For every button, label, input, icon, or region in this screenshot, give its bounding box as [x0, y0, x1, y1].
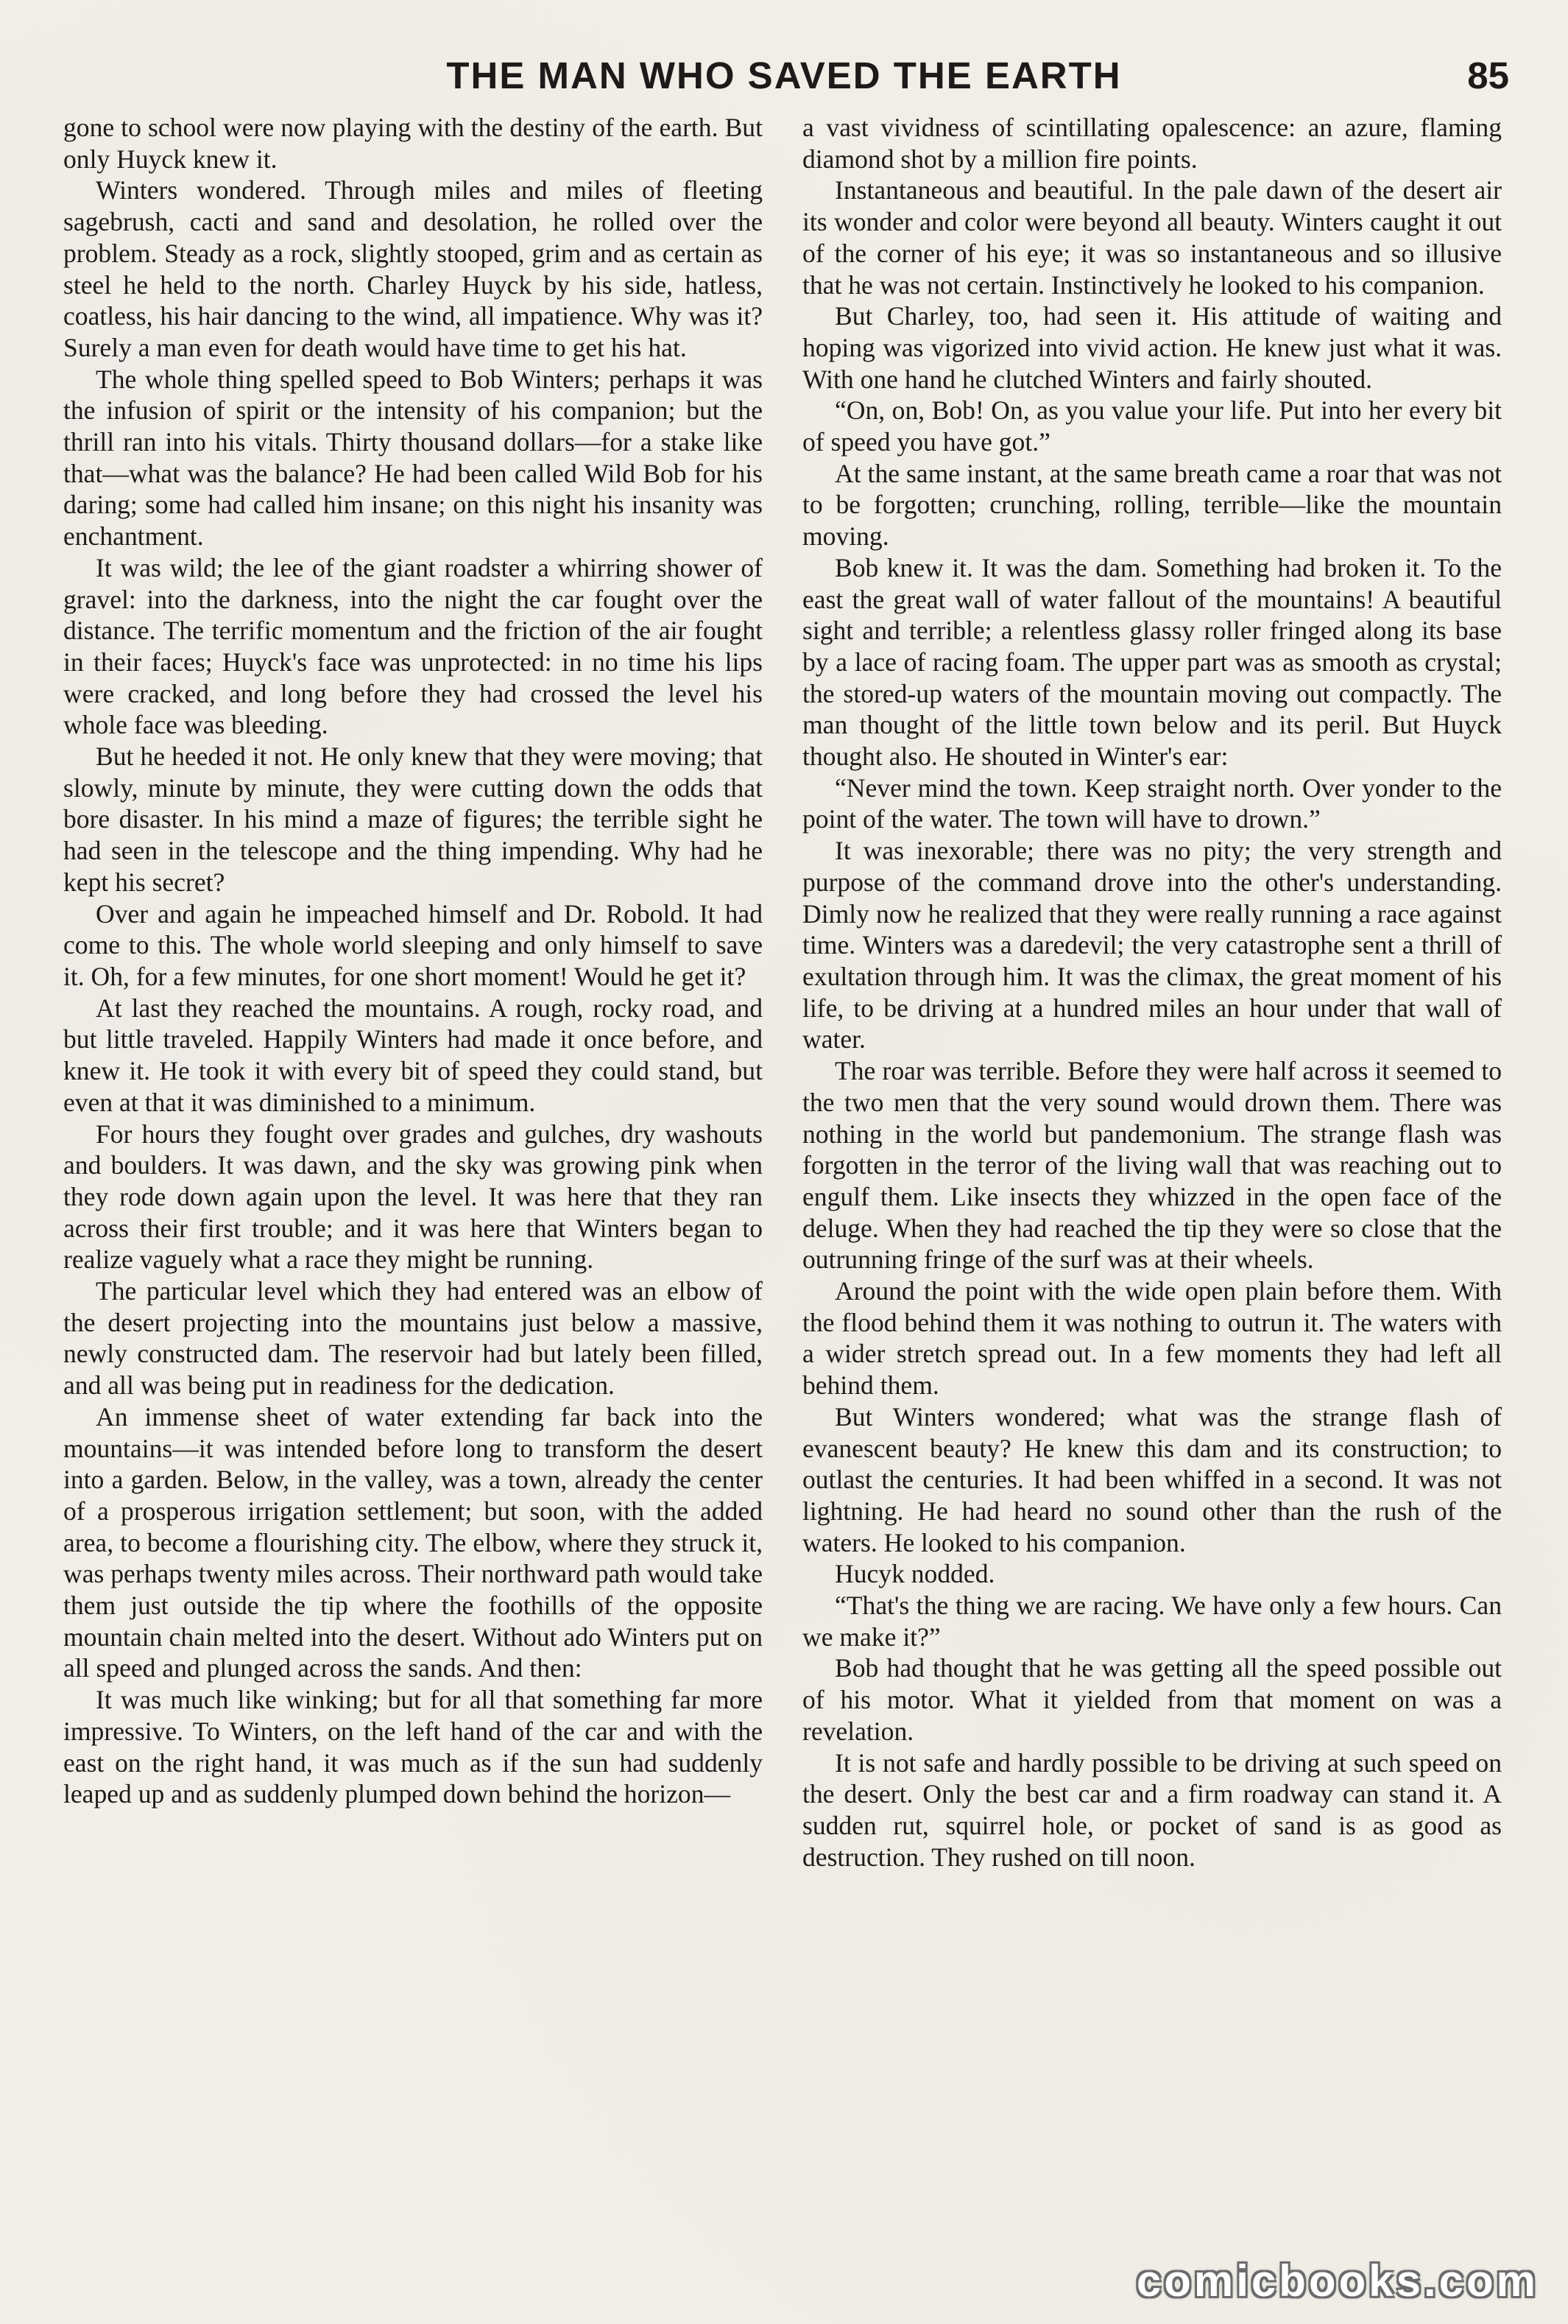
paragraph: gone to school were now playing with the destiny of the earth. But only Huyck knew it. — [63, 113, 763, 174]
paragraph: The whole thing spelled speed to Bob Winters; perhaps it was the infusion of spirit or the intensity of his companion; but the thrill ran into his vitals. Thirty thousand dollars—for a stake like that—what was the balance? He had been called Wild Bob for his daring; some had called him insane; on this night his insanity was enchantment. — [63, 364, 763, 552]
paragraph: At last they reached the mountains. A rough, rocky road, and but little traveled. Happily Winters had made it once before, and knew it. He took it with every bit of speed they could stand, but even at that it was diminished to a minimum. — [63, 993, 763, 1117]
paragraph: For hours they fought over grades and gulches, dry washouts and boulders. It was dawn, and the sky was growing pink when they rode down again upon the level. It was here that they ran across their first trouble; and it was here that Winters began to realize vaguely what a race they might be running. — [63, 1119, 763, 1275]
paragraph: At the same instant, at the same breath came a roar that was not to be forgotten; crunching, rolling, terrible—like the mountain moving. — [802, 458, 1502, 552]
paragraph: Around the point with the wide open plain before them. With the flood behind them it was nothing to outrun it. The waters with a wider stretch spread out. In a few moments they had left all behind them. — [802, 1276, 1502, 1401]
paragraph: Instantaneous and beautiful. In the pale dawn of the desert air its wonder and color were beyond all beauty. Winters caught it out of the corner of his eye; it was so instantaneous and so illusive that he was not certain. Instinctively he looked to his companion. — [802, 175, 1502, 300]
page-header — [59, 43, 1509, 109]
paragraph: But Winters wondered; what was the strange flash of evanescent beauty? He knew this dam and its construction; to outlast the centuries. It had been whiffed in a second. It was not lightning. He had heard no sound other than the rush of the waters. He looked to his companion. — [802, 1401, 1502, 1557]
paragraph: It was much like winking; but for all that something far more impressive. To Winters, on the left hand of the car and with the east on the right hand, it was much as if the sun had suddenly leaped up and as suddenly plumped down behind the horizon— — [63, 1685, 763, 1809]
paragraph: The roar was terrible. Before they were half across it seemed to the two men that the very sound would drown them. There was nothing in the world but pandemonium. The strange flash was forgotten in the terror of the living wall that was reaching out to engulf them. Like insects they whizzed in the open face of the deluge. When they had reached the tip they were so close that the outrunning fringe of the surf was at their wheels. — [802, 1056, 1502, 1275]
paragraph: But he heeded it not. He only knew that they were moving; that slowly, minute by minute, they were cutting down the odds that bore disaster. In his mind a maze of figures; the terrible sight he had seen in the telescope and the thing impending. Why had he kept his secret? — [63, 742, 763, 897]
right-column — [802, 112, 1502, 1873]
paragraph: The particular level which they had entered was an elbow of the desert projecting into the mountains just below a massive, newly constructed dam. The reservoir had but lately been filled, and all was being put in readiness for the dedication. — [63, 1276, 763, 1401]
paragraph: a vast vividness of scintillating opalescence: an azure, flaming diamond shot by a million fire points. — [802, 113, 1502, 174]
paragraph: It is not safe and hardly possible to be driving at such speed on the desert. Only the best car and a firm roadway can stand it. A sudden rut, squirrel hole, or pocket of sand is as good as destruction. They rushed on till noon. — [802, 1747, 1502, 1872]
paragraph: It was inexorable; there was no pity; the very strength and purpose of the command drove into the other's understanding. Dimly now he realized that they were really running a race against time. Winters was a daredevil; the very catastrophe sent a thrill of exultation through him. It was the climax, the great moment of his life, to be driving at a hundred miles an hour under that wall of water. — [802, 836, 1502, 1054]
paragraph: But Charley, too, had seen it. His attitude of waiting and hoping was vigorized into vivid action. He knew just what it was. With one hand he clutched Winters and fairly shouted. — [802, 301, 1502, 394]
paragraph: “That's the thing we are racing. We have only a few hours. Can we make it?” — [802, 1591, 1502, 1652]
left-column — [63, 112, 763, 1810]
paragraph: It was wild; the lee of the giant roadster a whirring shower of gravel: into the darkness, into the night the car fought over the distance. The terrific momentum and the friction of the air fought in their faces; Huyck's face was unprotected: in no time his lips were cracked, and long before they had crossed the level his whole face was bleeding. — [63, 552, 763, 740]
paragraph: Over and again he impeached himself and Dr. Robold. It had come to this. The whole world sleeping and only himself to save it. Oh, for a few minutes, for one short moment! Would he get it? — [63, 898, 763, 991]
page-number: 85 — [1467, 54, 1509, 96]
paragraph: Bob had thought that he was getting all the speed possible out of his motor. What it yielded from that moment on was a revelation. — [802, 1653, 1502, 1746]
paragraph: An immense sheet of water extending far back into the mountains—it was intended before long to transform the desert into a garden. Below, in the valley, was a town, already the center of a prosperous irrigation settlement; but soon, with the added area, to become a flourishing city. The elbow, where they struck it, was perhaps twenty miles across. Their northward path would take them just outside the tip where the foothills of the opposite mountain chain melted into the desert. Without ado Winters put on all speed and plunged across the sands. And then: — [63, 1401, 763, 1683]
paragraph: Winters wondered. Through miles and miles of fleeting sagebrush, cacti and sand and desolation, he rolled over the problem. Steady as a rock, slightly stooped, grim and as certain as steel he held to the north. Charley Huyck by his side, hatless, coatless, his hair dancing to the wind, all impatience. Why was it? Surely a man even for death would have time to get his hat. — [63, 175, 763, 362]
running-title: THE MAN WHO SAVED THE EARTH — [446, 54, 1122, 96]
watermark: comicbooks.com — [1136, 2256, 1539, 2306]
paragraph: Hucyk nodded. — [835, 1559, 995, 1589]
paragraph: “Never mind the town. Keep straight north. Over yonder to the point of the water. The town will have to drown.” — [802, 772, 1502, 834]
paragraph: Bob knew it. It was the dam. Something had broken it. To the east the great wall of water fallout of the mountains! A beautiful sight and terrible; a relentless glassy roller fringed along its base by a lace of racing foam. The upper part was as smooth as crystal; the stored-up waters of the mountain moving out compactly. The man thought of the little town below and its peril. But Huyck thought also. He shouted in Winter's ear: — [802, 552, 1502, 772]
paragraph: “On, on, Bob! On, as you value your life. Put into her every bit of speed you have got.” — [802, 395, 1502, 457]
